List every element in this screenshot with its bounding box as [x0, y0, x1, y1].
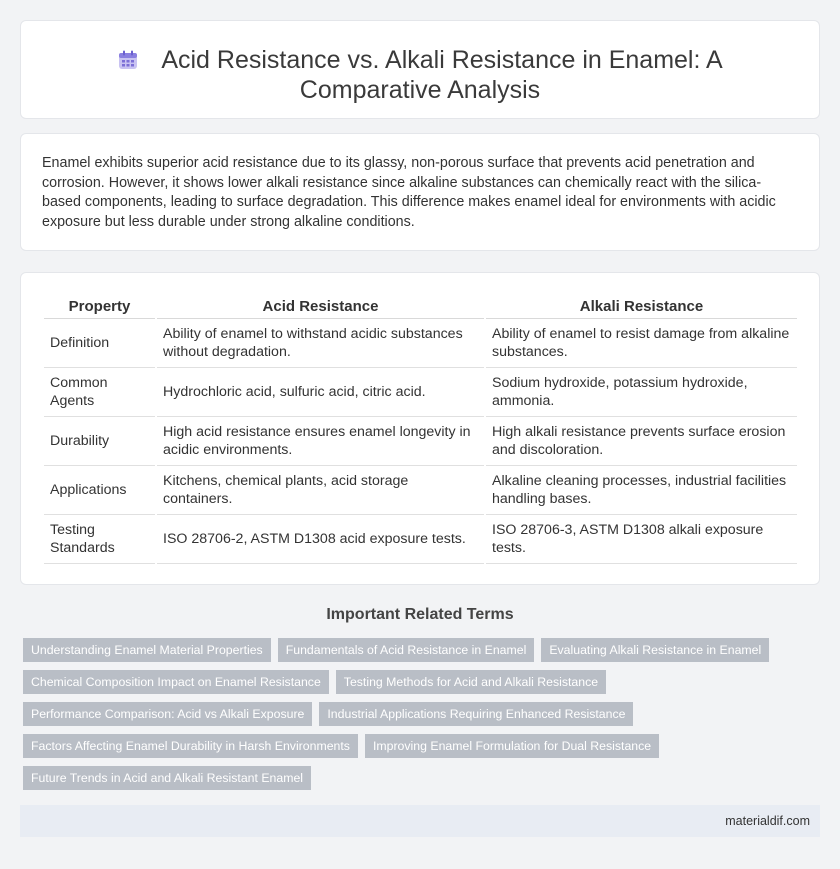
page-title: Acid Resistance vs. Alkali Resistance in Enamel: A Comparative Analysis [161, 46, 723, 104]
related-term-tag[interactable]: Evaluating Alkali Resistance in Enamel [541, 638, 769, 662]
related-term-tag[interactable]: Factors Affecting Enamel Durability in Harsh Environments [23, 734, 358, 758]
table-row [44, 417, 797, 466]
intro-paragraph: Enamel exhibits superior acid resistance due to its glassy, non-porous surface that prevents acid penetration and corrosion. However, it shows lower alkali resistance since alkaline substances can chemically react with the silica-based components, leading to surface degradation. This difference makes enamel ideal for environments with acidic exposure but less durable under strong alkaline conditions. [42, 155, 776, 231]
table-cell-property: Applications [44, 466, 155, 515]
calendar-icon [117, 49, 139, 71]
comparison-table [42, 295, 799, 564]
column-header-alkali: Alkali Resistance [486, 295, 797, 319]
related-term-tag[interactable]: Industrial Applications Requiring Enhanced Resistance [319, 702, 633, 726]
table-cell-alkali: Ability of enamel to resist damage from alkaline substances. [486, 319, 797, 368]
table-cell-acid: Kitchens, chemical plants, acid storage containers. [157, 466, 484, 515]
table-cell-property: Common Agents [44, 368, 155, 417]
column-header-property: Property [44, 295, 155, 319]
table-cell-acid: High acid resistance ensures enamel longevity in acidic environments. [157, 417, 484, 466]
table-cell-property: Definition [44, 319, 155, 368]
table-cell-alkali: ISO 28706-3, ASTM D1308 alkali exposure tests. [486, 515, 797, 564]
related-terms-heading: Important Related Terms [326, 606, 514, 623]
table-cell-acid: Ability of enamel to withstand acidic substances without degradation. [157, 319, 484, 368]
table-row [44, 319, 797, 368]
comparison-table-card [20, 272, 820, 585]
page-title-wrap [21, 45, 819, 105]
table-cell-alkali: Sodium hydroxide, potassium hydroxide, ammonia. [486, 368, 797, 417]
table-row [44, 368, 797, 417]
table-cell-acid: ISO 28706-2, ASTM D1308 acid exposure tests. [157, 515, 484, 564]
related-term-tag[interactable]: Improving Enamel Formulation for Dual Resistance [365, 734, 659, 758]
related-term-tag[interactable]: Understanding Enamel Material Properties [23, 638, 271, 662]
title-card [20, 20, 820, 119]
table-cell-alkali: Alkaline cleaning processes, industrial facilities handling bases. [486, 466, 797, 515]
table-cell-property: Durability [44, 417, 155, 466]
related-term-tag[interactable]: Performance Comparison: Acid vs Alkali Exposure [23, 702, 312, 726]
footer-site-name: materialdif.com [725, 814, 810, 828]
related-term-tag[interactable]: Fundamentals of Acid Resistance in Enamel [278, 638, 535, 662]
related-terms-list [23, 638, 813, 790]
table-cell-acid: Hydrochloric acid, sulfuric acid, citric acid. [157, 368, 484, 417]
related-term-tag[interactable]: Future Trends in Acid and Alkali Resistant Enamel [23, 766, 311, 790]
table-row [44, 466, 797, 515]
table-header-row [44, 295, 797, 319]
related-term-tag[interactable]: Testing Methods for Acid and Alkali Resistance [336, 670, 606, 694]
intro-card [20, 133, 820, 251]
column-header-acid: Acid Resistance [157, 295, 484, 319]
table-cell-property: Testing Standards [44, 515, 155, 564]
table-cell-alkali: High alkali resistance prevents surface erosion and discoloration. [486, 417, 797, 466]
table-row [44, 515, 797, 564]
footer [20, 805, 820, 837]
related-term-tag[interactable]: Chemical Composition Impact on Enamel Resistance [23, 670, 329, 694]
